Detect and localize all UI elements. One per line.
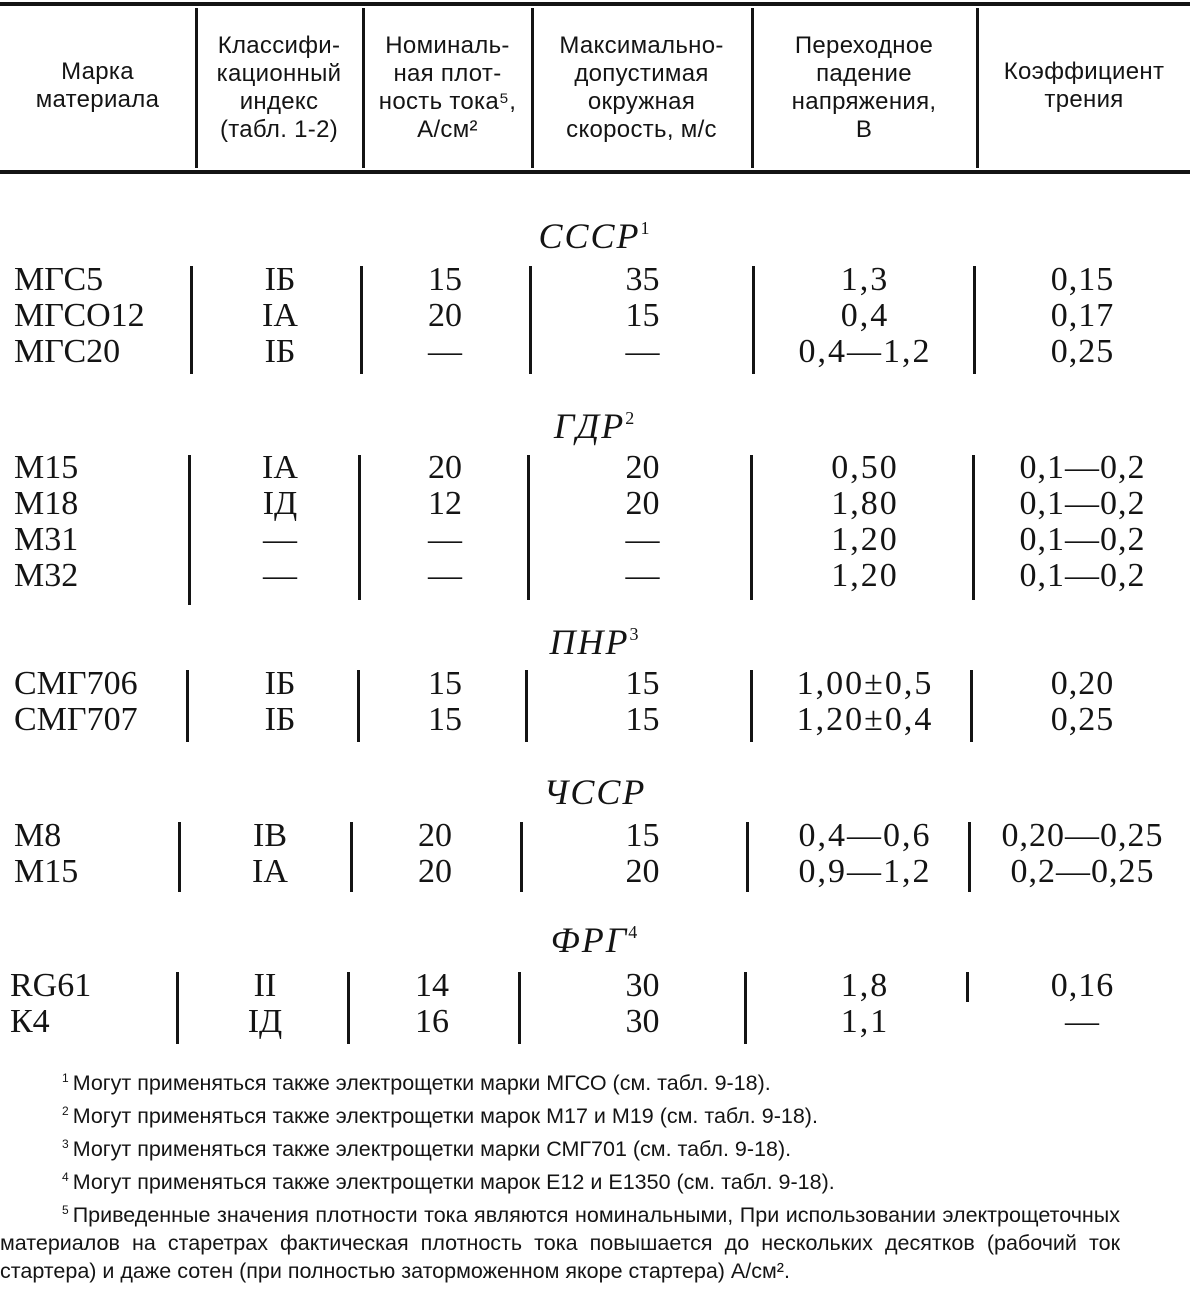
table-row: МГС5 IБ 15 35 1,3 0,15 — [14, 261, 1115, 298]
table-header-rule — [0, 170, 1190, 174]
table-row: СМГ706 IБ 15 15 1,00±0,5 0,20 — [14, 665, 1115, 702]
footnote: $^1$ Могут применяться также электрощетки марки МГСО (см. табл. 9-18). — [62, 1071, 771, 1095]
footnote: $^3$ Могут применяться также электрощетки марки СМГ701 (см. табл. 9-18). — [62, 1137, 792, 1161]
table-row: СМГ707 IБ 15 15 1,20±0,4 0,25 — [14, 701, 1115, 738]
header-voltage-drop: Переходное падение напряжения, В — [791, 32, 937, 143]
table-row: М15 IА 20 20 0,9—1,2 0,2—0,25 — [14, 853, 1155, 890]
table-row: М18 IД 12 20 1,80 0,1—0,2 — [14, 485, 1146, 522]
header-brand: Марка материала — [35, 58, 160, 113]
table-row: МГС20 IБ — — 0,4—1,2 0,25 — [14, 333, 1115, 370]
section-title: СССР$^1$ — [538, 216, 652, 256]
table-row: RG61 II 14 30 1,8 0,16 — [10, 967, 1115, 1004]
section-title: ГДР$^2$ — [553, 406, 637, 446]
section-title: ЧССР — [543, 772, 647, 812]
footnotes — [0, 1064, 1190, 1285]
footnote: $^5$ Приведенные значения плотности тока являются номинальными, При использовании электрощеточных материалов на старетрах фактическая плотность тока повышается до нескольких десятков (рабочий ток стартера) и даже сотен (при полностью заторможенном якоре стартера) А/см². — [0, 1203, 1120, 1283]
header-max-speed: Максимально- допустимая окружная скорость, м/с — [559, 32, 724, 143]
footnote: $^4$ Могут применяться также электрощетки марок Е12 и Е1350 (см. табл. 9-18). — [62, 1170, 835, 1194]
footnote: $^2$ Могут применяться также электрощетки марок М17 и М19 (см. табл. 9-18). — [62, 1104, 818, 1128]
header-class-index: Классифи- кационный индекс (табл. 1-2) — [216, 32, 342, 143]
header-friction: Коэффициент трения — [1003, 58, 1165, 113]
table-row: М15 IА 20 20 0,50 0,1—0,2 — [14, 449, 1146, 486]
section-title: ФРГ$^4$ — [550, 920, 640, 960]
table-row: К4 IД 16 30 1,1 — — [10, 1003, 1100, 1040]
table-row: М32 — — — 1,20 0,1—0,2 — [14, 557, 1146, 594]
table-top-rule — [0, 2, 1190, 6]
header-current-density: Номиналь- ная плот- ность тока⁵, А/см² — [378, 32, 517, 143]
section-title: ПНР$^3$ — [549, 622, 641, 662]
table-row: М8 IВ 20 15 0,4—0,6 0,20—0,25 — [14, 817, 1164, 854]
table-row: МГСО12 IА 20 15 0,4 0,17 — [14, 297, 1115, 334]
table-row: М31 — — — 1,20 0,1—0,2 — [14, 521, 1146, 558]
